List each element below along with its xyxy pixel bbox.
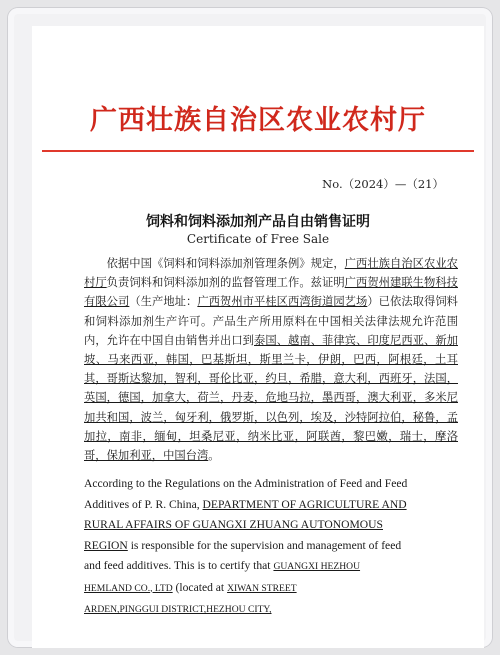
body-en-line xyxy=(84,495,464,516)
company-name-en: GUANGXI HEZHOU xyxy=(273,561,361,572)
export-countries-cn: 泰国、越南、菲律宾、印度尼西亚、新加坡、马来西亚，韩国，巴基斯坦，斯里兰卡，伊朗，巴西，阿根廷，土耳其，哥斯达黎加，智利，哥伦比亚，约旦，希腊，意大利，西班牙，法国，英国，德国，加拿大，荷兰，丹麦，危地马拉，墨西哥，澳大利亚，多米尼加共和国，波兰，匈牙利，俄罗斯，以色列，埃及，沙特阿拉伯，秘鲁，孟加拉，南非，缅甸，坦桑尼亚，纳米比亚，阿联酋，黎巴嫩，瑞士，摩洛哥，保加利亚，中国台湾 xyxy=(84,333,458,463)
body-cn-text: 。 xyxy=(208,449,220,463)
body-cn-text: ）已依法取得饲料和饲料添加剂生产许可。产品生产所用原料在中国相关法律法规允许范围内，允许在中国自由销售并出口到 xyxy=(84,295,458,347)
body-chinese xyxy=(84,254,458,465)
header-divider xyxy=(42,150,474,152)
body-en-text: (located at xyxy=(172,580,228,594)
title-chinese: 饲料和饲料添加剂产品自由销售证明 xyxy=(146,214,370,230)
body-cn-text: 负责饲料和饲料添加剂的监督管理工作。兹证明 xyxy=(106,276,345,290)
body-en-text: is responsible for the supervision and management of feed xyxy=(127,538,402,552)
address-cn: 广西贺州市平桂区西湾街道园艺场 xyxy=(197,295,368,309)
body-en-line xyxy=(84,599,464,621)
body-cn-text: 依据中国《饲料和饲料添加剂管理条例》规定， xyxy=(106,257,345,270)
issuer-name-en: REGION xyxy=(84,538,128,552)
address-en: XIWAN STREET xyxy=(227,582,297,594)
body-en-line xyxy=(84,536,464,557)
title-english: Certificate of Free Sale xyxy=(186,232,330,246)
document-frame xyxy=(8,8,492,647)
document-number: No.（2024）—（21） xyxy=(322,177,444,191)
body-english xyxy=(84,474,464,621)
issuer-name-cn: 广西壮族自治区农业农村厅 xyxy=(84,257,458,290)
certificate-page xyxy=(32,26,484,648)
body-en-line xyxy=(84,515,464,536)
issuer-header: 广西壮族自治区农业农村厅 xyxy=(90,105,426,136)
company-name-en: HEMLAND CO., LTD xyxy=(84,582,173,594)
issuer-name-en: DEPARTMENT OF AGRICULTURE AND xyxy=(202,497,407,511)
body-en-text: and feed additives. This is to certify that xyxy=(84,559,274,572)
body-en-line xyxy=(84,556,464,578)
body-en-text: According to the Regulations on the Administration of Feed and Feed xyxy=(84,477,408,490)
issuer-name-en: RURAL AFFAIRS OF GUANGXI ZHUANG AUTONOMOUS xyxy=(84,518,383,531)
body-en-line xyxy=(84,578,464,600)
body-en-text: Additives of P. R. China, xyxy=(84,497,203,511)
company-name-cn: 广西贺州建联生物科技有限公司 xyxy=(84,276,458,309)
body-en-line xyxy=(84,474,464,495)
address-en: ARDEN,PINGGUI DISTRICT,HEZHOU CITY, xyxy=(84,604,272,615)
body-cn-text: （生产地址： xyxy=(129,295,198,309)
